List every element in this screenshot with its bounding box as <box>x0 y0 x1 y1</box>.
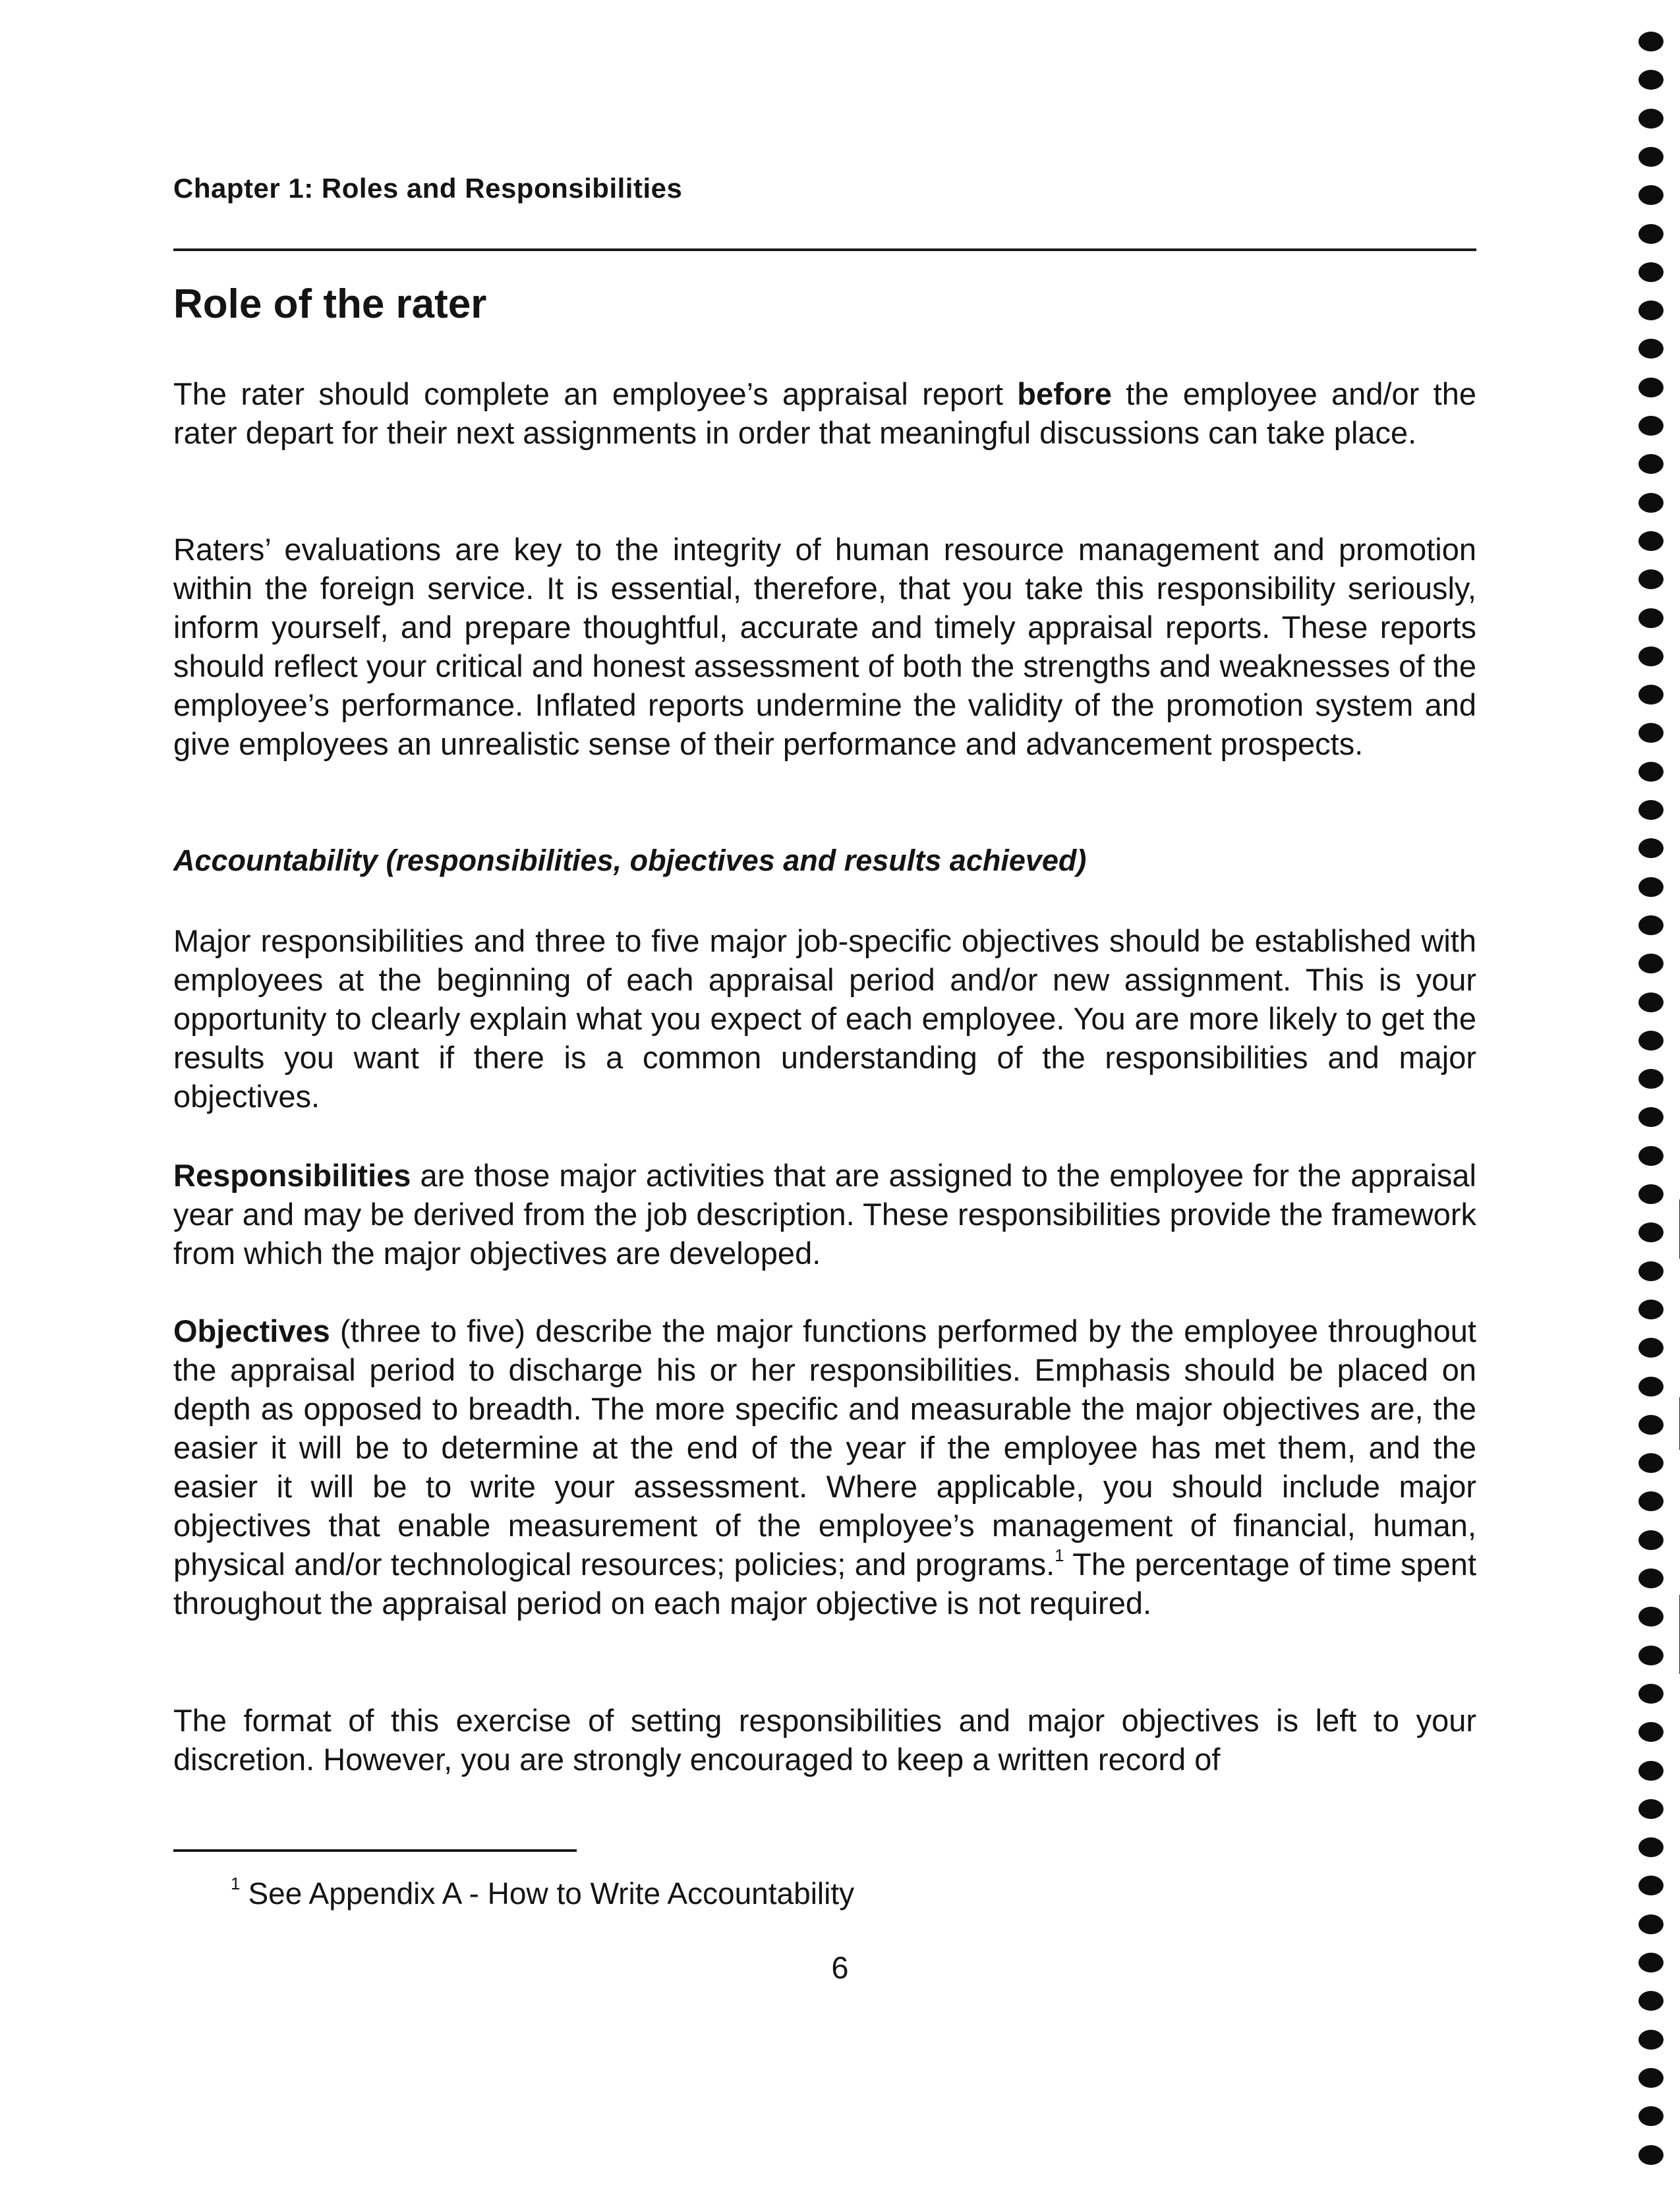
binding-hole <box>1638 378 1664 397</box>
binding-hole <box>1638 1415 1664 1435</box>
binding-hole <box>1638 992 1664 1012</box>
binding-hole <box>1638 877 1664 897</box>
paragraph-5-text-2: The percentage of time spent throughout the appraisal period on each major objective is not required. <box>173 1547 1477 1621</box>
binding-hole <box>1638 1107 1664 1127</box>
binding-hole <box>1638 2030 1664 2050</box>
footnote-reference: 1 <box>1055 1545 1064 1566</box>
paragraph-1-pre: The rater should complete an employee’s appraisal report <box>173 376 1018 411</box>
binding-hole <box>1638 569 1664 589</box>
binding-hole <box>1638 685 1664 705</box>
chapter-header: Chapter 1: Roles and Responsibilities <box>173 173 683 204</box>
binding-hole <box>1638 339 1664 359</box>
responsibilities-term: Responsibilities <box>173 1158 411 1193</box>
binding-hole <box>1638 109 1664 129</box>
binding-hole <box>1638 915 1664 935</box>
binding-hole <box>1638 1799 1664 1819</box>
binding-hole <box>1638 723 1664 743</box>
binding-hole <box>1638 1491 1664 1511</box>
binding-hole <box>1638 1069 1664 1089</box>
footnote-text: See Appendix A - How to Write Accountability <box>248 1876 855 1911</box>
binding-hole <box>1638 1031 1664 1050</box>
footnote-rule <box>173 1849 577 1852</box>
binding-hole <box>1638 1568 1664 1588</box>
binding-hole <box>1638 416 1664 436</box>
binding-hole <box>1638 32 1664 51</box>
binding-hole <box>1638 1377 1664 1396</box>
binding-hole <box>1638 1914 1664 1934</box>
binding-hole <box>1638 1453 1664 1473</box>
binding-hole <box>1638 954 1664 973</box>
binding-hole <box>1638 1300 1664 1319</box>
binding-hole <box>1638 1261 1664 1281</box>
binding-hole <box>1638 1184 1664 1204</box>
page-number: 6 <box>831 1950 849 1985</box>
binding-hole <box>1638 70 1664 90</box>
binding-hole <box>1638 2145 1664 2165</box>
binding-hole <box>1638 301 1664 320</box>
accountability-heading: Accountability (responsibilities, objectives and results achieved) <box>173 844 1087 877</box>
binding-hole <box>1638 2068 1664 2088</box>
binding-hole <box>1638 493 1664 513</box>
binding-hole <box>1638 1991 1664 2011</box>
paragraph-3: Major responsibilities and three to five major job-specific objectives should be established with employees at the beginning of each appraisal period and/or new assignment. This is your opportunity to clearly explain what you expect of each employee. You are more likely to get the results you want if there is a common understanding of the responsibilities and major objectives. <box>173 923 1476 1114</box>
paragraph-4-text: are those major activities that are assigned to the employee for the appraisal year and may be derived from the job description. These responsibilities provide the framework from which the major objectives are developed. <box>173 1158 1476 1271</box>
binding-hole <box>1638 608 1664 628</box>
paragraph-5-text: (three to five) describe the major functions performed by the employee throughout the appraisal period to discharge his or her responsibilities. Emphasis should be placed on depth as opposed to breadth. The more specific and measurable the major objectives are, the easier it will be to determine at the end of the year if the employee has met them, and the easier it will be to write your assessment. Where applicable, you should include major objectives that enable measurement of the employee’s management of financial, human, physical and/or technological resources; policies; and programs. <box>173 1313 1476 1582</box>
binding-hole <box>1638 2106 1664 2126</box>
binding-hole <box>1638 762 1664 782</box>
binding-hole <box>1638 1530 1664 1550</box>
binding-hole <box>1638 838 1664 858</box>
binding-hole <box>1638 800 1664 820</box>
paragraph-1-post: the employee and/or the rater depart for their next assignments in order that meaningful discussions can take place. <box>173 376 1476 450</box>
binding-hole <box>1638 1722 1664 1742</box>
footnote-marker: 1 <box>231 1873 241 1893</box>
binding-hole <box>1638 185 1664 205</box>
binding-hole <box>1638 1607 1664 1626</box>
binding-hole <box>1638 531 1664 551</box>
paragraph-1 <box>173 374 1476 452</box>
binding-hole <box>1638 1146 1664 1166</box>
paragraph-4 <box>173 1156 1476 1273</box>
objectives-term: Objectives <box>173 1313 330 1348</box>
binding-hole <box>1638 1222 1664 1242</box>
binding-hole <box>1638 454 1664 474</box>
header-rule <box>173 248 1476 251</box>
binding-hole <box>1638 224 1664 244</box>
section-title: Role of the rater <box>173 281 487 327</box>
spiral-binding <box>1628 20 1667 2186</box>
paragraph-2: Raters’ evaluations are key to the integrity of human resource management and promotion within the foreign service. It is essential, therefore, that you take this responsibility seriously, inform yourself, and prepare thoughtful, accurate and timely appraisal reports. These reports should reflect your critical and honest assessment of both the strengths and weaknesses of the employee’s performance. Inflated reports undermine the validity of the promotion system and give employees an unrealistic sense of their performance and advancement prospects. <box>173 532 1476 761</box>
binding-hole <box>1638 1761 1664 1781</box>
binding-hole <box>1638 1684 1664 1704</box>
binding-hole <box>1638 647 1664 666</box>
binding-hole <box>1638 1953 1664 1972</box>
binding-hole <box>1638 1646 1664 1665</box>
binding-hole <box>1638 1338 1664 1358</box>
paragraph-5 <box>173 1311 1476 1623</box>
binding-hole <box>1638 147 1664 167</box>
binding-hole <box>1638 1876 1664 1895</box>
binding-hole <box>1638 1837 1664 1857</box>
footnote <box>231 1873 855 1911</box>
paragraph-1-bold: before <box>1017 376 1112 411</box>
binding-hole <box>1638 262 1664 282</box>
paragraph-6: The format of this exercise of setting responsibilities and major objectives is left to your discretion. However, you are strongly encouraged to keep a written record of <box>173 1703 1476 1777</box>
